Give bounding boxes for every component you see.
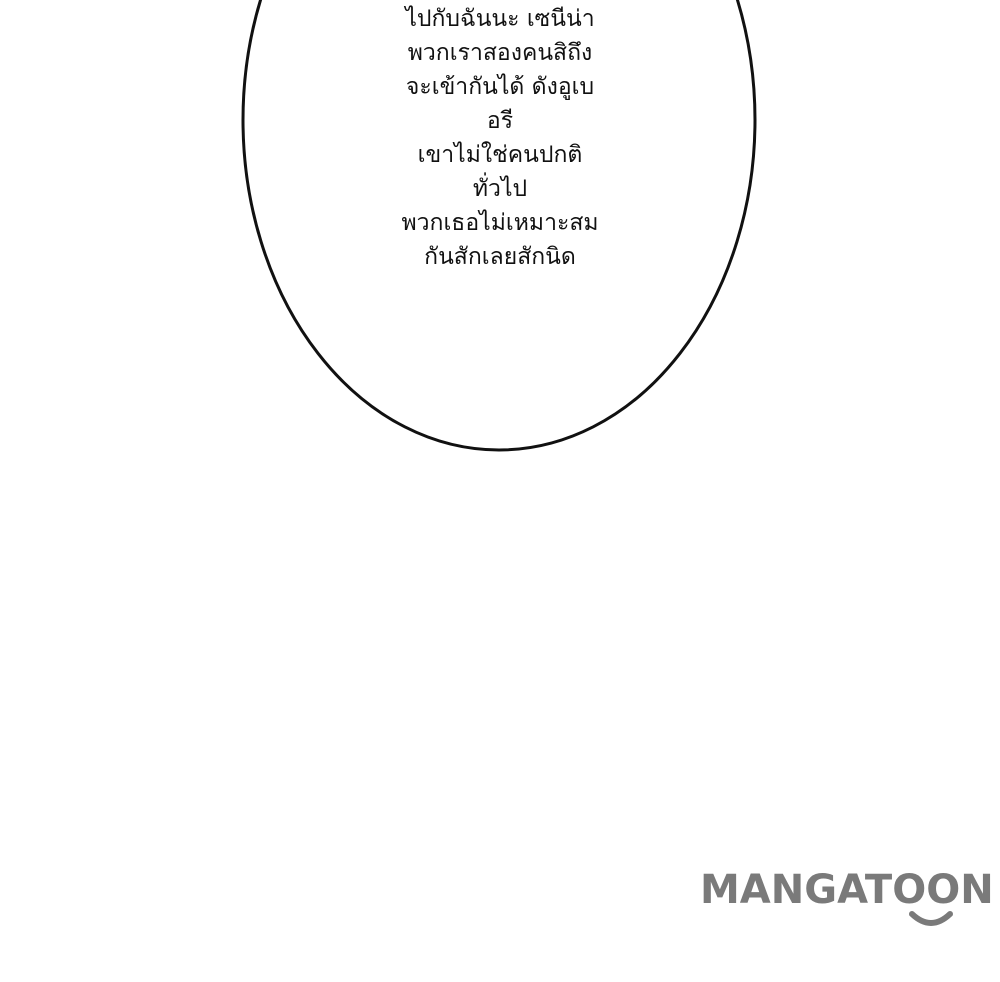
speech-line: กันสักเลยสักนิด: [424, 244, 576, 270]
speech-line: ทั่วไป: [472, 176, 528, 202]
speech-line: ไปกับฉันนะ เซนีน่า: [405, 6, 595, 32]
watermark-text: MANGATOON: [700, 867, 994, 913]
speech-line: อรี: [486, 108, 514, 134]
speech-bubble-text: [330, 0, 670, 274]
mangatoon-watermark: [700, 866, 1000, 936]
speech-line: พวกเธอไม่เหมาะสม: [401, 210, 599, 236]
speech-line: พวกเราสองคนสิถึง: [407, 40, 593, 66]
speech-line: จะเข้ากันได้ ดังอูเบ: [405, 74, 595, 100]
smile-icon: [908, 910, 954, 930]
speech-line: เขาไม่ใช่คนปกติ: [417, 142, 583, 168]
